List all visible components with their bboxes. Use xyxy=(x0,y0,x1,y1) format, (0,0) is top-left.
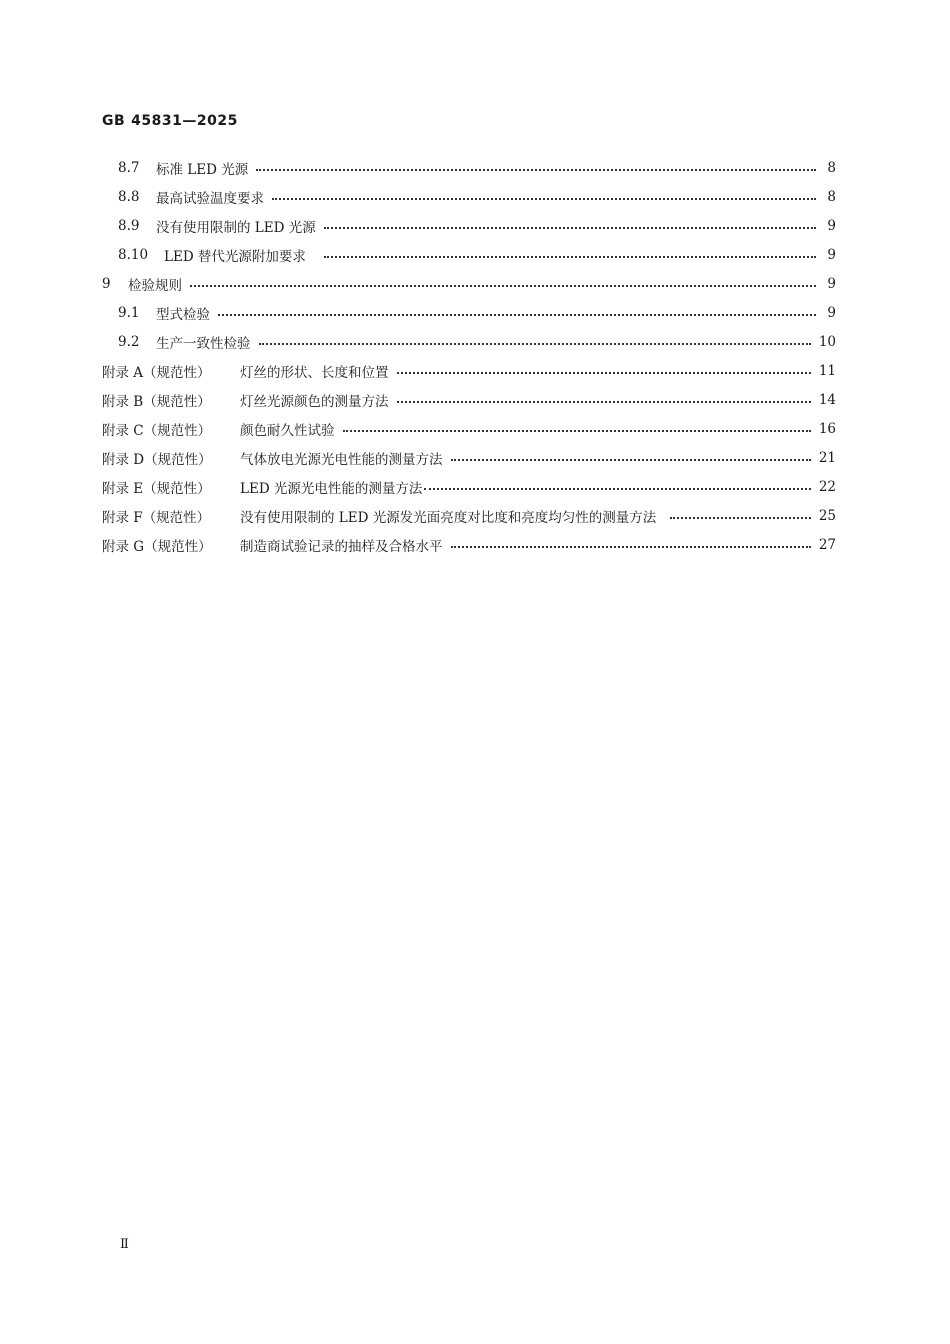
toc-entry-title: 气体放电光源光电性能的测量方法 xyxy=(240,451,443,468)
toc-entry-page: 9 xyxy=(827,275,836,292)
toc-entry-annex-c[interactable] xyxy=(102,414,836,443)
toc-entry-page: 11 xyxy=(818,362,836,379)
page-number: Ⅱ xyxy=(120,1237,129,1252)
toc-dot-leader xyxy=(256,169,816,171)
toc-dot-leader xyxy=(451,546,811,548)
toc-entry-8-10[interactable] xyxy=(118,240,836,269)
toc-entry-title: 颜色耐久性试验 xyxy=(240,422,335,439)
toc-entry-page: 25 xyxy=(818,507,836,524)
toc-dot-leader xyxy=(343,430,811,432)
toc-entry-annex-e[interactable] xyxy=(102,472,836,501)
toc-dot-leader xyxy=(190,285,816,287)
toc-entry-page: 8 xyxy=(827,159,836,176)
toc-entry-annex-f[interactable] xyxy=(102,501,836,530)
toc-entry-page: 9 xyxy=(827,304,836,321)
toc-entry-page: 8 xyxy=(827,188,836,205)
toc-entry-number: 9.2 xyxy=(118,333,140,350)
toc-entry-page: 9 xyxy=(827,246,836,263)
toc-entry-title: 生产一致性检验 xyxy=(156,335,251,352)
document-header xyxy=(102,113,238,129)
toc-entry-page: 22 xyxy=(818,478,836,495)
standard-code: GB xyxy=(102,113,126,129)
toc-entry-9-1[interactable] xyxy=(118,298,836,327)
toc-dot-leader xyxy=(397,401,811,403)
toc-dot-leader xyxy=(424,488,810,490)
toc-dot-leader xyxy=(324,227,816,229)
toc-entry-page: 21 xyxy=(818,449,836,466)
toc-entry-number: 附录 E（规范性） xyxy=(102,480,211,497)
toc-entry-title: 没有使用限制的 LED 光源 xyxy=(156,219,316,236)
toc-entry-9-2[interactable] xyxy=(118,327,836,356)
toc-entry-annex-d[interactable] xyxy=(102,443,836,472)
toc-dot-leader xyxy=(451,459,811,461)
toc-entry-8-7[interactable] xyxy=(118,153,836,182)
toc-dot-leader xyxy=(397,372,811,374)
toc-entry-8-8[interactable] xyxy=(118,182,836,211)
toc-entry-page: 27 xyxy=(818,536,836,553)
toc-entry-annex-a[interactable] xyxy=(102,356,836,385)
toc-entry-number: 附录 A（规范性） xyxy=(102,364,211,381)
toc-entry-page: 10 xyxy=(818,333,836,350)
toc-entry-8-9[interactable] xyxy=(118,211,836,240)
toc-entry-annex-b[interactable] xyxy=(102,385,836,414)
toc-dot-leader xyxy=(670,517,811,519)
toc-entry-title: 标准 LED 光源 xyxy=(156,161,249,178)
toc-dot-leader xyxy=(324,256,816,258)
toc-entry-number: 8.8 xyxy=(118,188,140,205)
toc-entry-title: LED 替代光源附加要求 xyxy=(164,248,306,265)
toc-entry-number: 8.10 xyxy=(118,246,149,263)
toc-dot-leader xyxy=(272,198,816,200)
toc-entry-number: 附录 F（规范性） xyxy=(102,509,211,526)
toc-entry-number: 附录 D（规范性） xyxy=(102,451,212,468)
toc-entry-9[interactable] xyxy=(102,269,836,298)
toc-entry-number: 9 xyxy=(102,275,111,292)
toc-dot-leader xyxy=(259,343,811,345)
toc-entry-title: 灯丝的形状、长度和位置 xyxy=(240,364,389,381)
toc-entry-number: 8.7 xyxy=(118,159,140,176)
toc-entry-title: 制造商试验记录的抽样及合格水平 xyxy=(240,538,443,555)
toc-entry-page: 14 xyxy=(818,391,836,408)
toc-entry-title: 检验规则 xyxy=(128,277,182,294)
toc-entry-page: 9 xyxy=(827,217,836,234)
toc-entry-number: 附录 C（规范性） xyxy=(102,422,212,439)
toc-entry-title: 型式检验 xyxy=(156,306,210,323)
toc-entry-title: LED 光源光电性能的测量方法 xyxy=(240,480,423,497)
toc-entry-number: 8.9 xyxy=(118,217,140,234)
toc-dot-leader xyxy=(218,314,816,316)
standard-number: 45831—2025 xyxy=(131,113,238,129)
toc-entry-number: 9.1 xyxy=(118,304,140,321)
toc-entry-title: 最高试验温度要求 xyxy=(156,190,264,207)
toc-entry-number: 附录 G（规范性） xyxy=(102,538,212,555)
toc-entry-annex-g[interactable] xyxy=(102,530,836,559)
toc-entry-title: 没有使用限制的 LED 光源发光面亮度对比度和亮度均匀性的测量方法 xyxy=(240,509,657,526)
toc-entry-number: 附录 B（规范性） xyxy=(102,393,211,410)
toc-entry-title: 灯丝光源颜色的测量方法 xyxy=(240,393,389,410)
toc-entry-page: 16 xyxy=(818,420,836,437)
